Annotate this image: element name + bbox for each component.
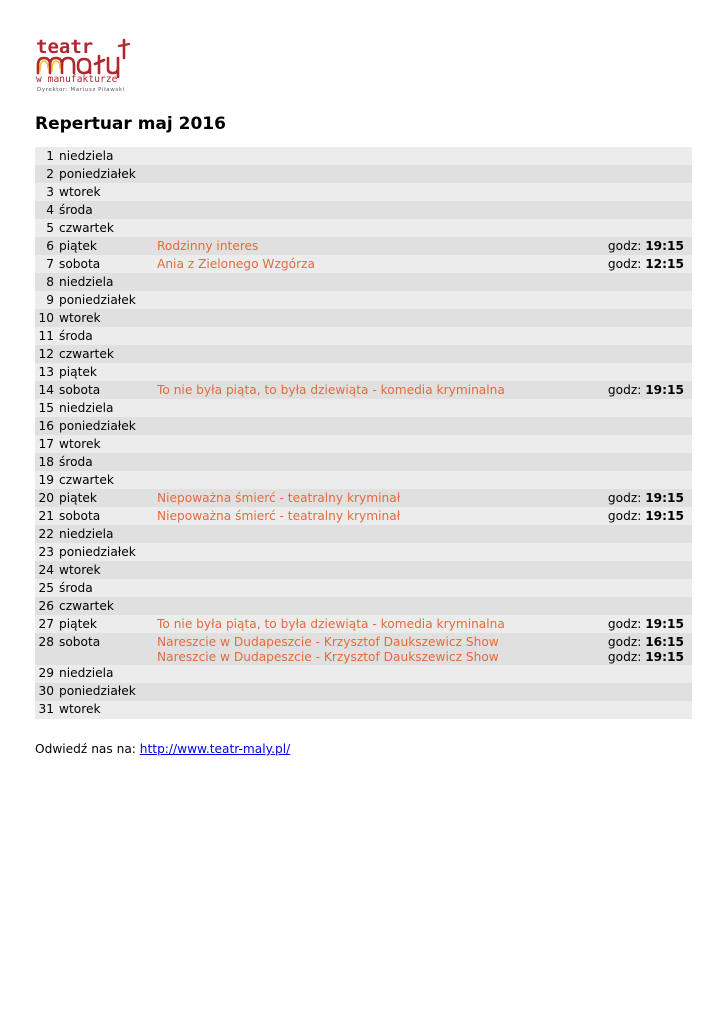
- time-cell: [588, 633, 692, 665]
- event-cell: [157, 381, 588, 399]
- day-number: 11: [35, 327, 54, 345]
- time-cell: [588, 453, 692, 471]
- time-value: 19:15: [645, 382, 684, 397]
- time-value: 12:15: [645, 256, 684, 271]
- day-name: wtorek: [54, 701, 157, 719]
- time-cell: [588, 683, 692, 701]
- day-number: 9: [35, 291, 54, 309]
- day-number: 14: [35, 381, 54, 399]
- event-cell: [157, 525, 588, 543]
- time-cell: [588, 381, 692, 399]
- event-cell: [157, 273, 588, 291]
- time-cell: [588, 219, 692, 237]
- event-cell: [157, 597, 588, 615]
- schedule-row: [35, 525, 692, 543]
- event-title-link[interactable]: Nareszcie w Dudapeszcie - Krzysztof Daukszewicz Show: [157, 649, 499, 664]
- time-value: 16:15: [645, 634, 684, 649]
- day-name: wtorek: [54, 435, 157, 453]
- event-cell: [157, 471, 588, 489]
- time-cell: [588, 363, 692, 381]
- day-number: 24: [35, 561, 54, 579]
- schedule-row: [35, 327, 692, 345]
- time-cell: [588, 183, 692, 201]
- event-cell: [157, 633, 588, 665]
- logo-director: Dyrektor: Mariusz Piławski: [37, 87, 125, 93]
- event-cell: [157, 435, 588, 453]
- day-name: środa: [54, 327, 157, 345]
- event-cell: [157, 345, 588, 363]
- schedule-table: [35, 147, 692, 719]
- schedule-row: [35, 399, 692, 417]
- time-cell: [588, 309, 692, 327]
- event-cell: [157, 561, 588, 579]
- time-cell: [588, 561, 692, 579]
- time-cell: [588, 165, 692, 183]
- time-label: godz:: [607, 649, 642, 664]
- time-cell: [588, 489, 692, 507]
- time-cell: [588, 327, 692, 345]
- day-number: 29: [35, 665, 54, 683]
- event-time: [588, 650, 684, 665]
- time-label: godz:: [607, 256, 642, 271]
- day-name: sobota: [54, 381, 157, 399]
- footer: [35, 741, 290, 757]
- time-label: godz:: [607, 616, 642, 631]
- time-cell: [588, 471, 692, 489]
- day-number: 12: [35, 345, 54, 363]
- day-name: niedziela: [54, 273, 157, 291]
- event-cell: [157, 309, 588, 327]
- time-cell: [588, 701, 692, 719]
- schedule-row: [35, 273, 692, 291]
- schedule-row: [35, 381, 692, 399]
- time-value: 19:15: [645, 238, 684, 253]
- day-number: 16: [35, 417, 54, 435]
- day-name: czwartek: [54, 471, 157, 489]
- schedule-row: [35, 435, 692, 453]
- day-number: 26: [35, 597, 54, 615]
- day-number: 10: [35, 309, 54, 327]
- time-cell: [588, 201, 692, 219]
- logo-subtitle: w manufakturze: [36, 74, 118, 85]
- day-name: poniedziałek: [54, 683, 157, 701]
- time-cell: [588, 273, 692, 291]
- event-cell: [157, 701, 588, 719]
- day-name: niedziela: [54, 525, 157, 543]
- day-number: 22: [35, 525, 54, 543]
- day-number: 15: [35, 399, 54, 417]
- schedule-row: [35, 561, 692, 579]
- logo-teatr-text: teatr: [36, 36, 94, 58]
- event-time: [588, 491, 684, 506]
- website-link[interactable]: http://www.teatr-maly.pl/: [139, 742, 291, 756]
- day-number: 6: [35, 237, 54, 255]
- event-cell: [157, 363, 588, 381]
- event-time: [588, 509, 684, 524]
- time-cell: [588, 399, 692, 417]
- day-number: 2: [35, 165, 54, 183]
- day-name: czwartek: [54, 219, 157, 237]
- day-name: czwartek: [54, 345, 157, 363]
- schedule-row: [35, 543, 692, 561]
- schedule-row: [35, 615, 692, 633]
- time-label: godz:: [607, 490, 642, 505]
- day-name: wtorek: [54, 561, 157, 579]
- event-cell: [157, 399, 588, 417]
- day-name: środa: [54, 201, 157, 219]
- day-number: 5: [35, 219, 54, 237]
- day-name: wtorek: [54, 183, 157, 201]
- time-cell: [588, 435, 692, 453]
- day-name: wtorek: [54, 309, 157, 327]
- time-cell: [588, 291, 692, 309]
- event-title-link[interactable]: Nareszcie w Dudapeszcie - Krzysztof Daukszewicz Show: [157, 634, 499, 649]
- event-cell: [157, 327, 588, 345]
- schedule-row: [35, 201, 692, 219]
- footer-text: Odwiedź nas na:: [35, 742, 140, 756]
- event-time: [588, 239, 684, 254]
- event-time: [588, 617, 684, 632]
- event-time: [588, 635, 684, 650]
- time-cell: [588, 597, 692, 615]
- event-cell: [157, 615, 588, 633]
- event-cell: [157, 683, 588, 701]
- event-cell: [157, 183, 588, 201]
- time-value: 19:15: [645, 616, 684, 631]
- schedule-row: [35, 291, 692, 309]
- time-label: godz:: [607, 508, 642, 523]
- day-name: piątek: [54, 237, 157, 255]
- time-cell: [588, 507, 692, 525]
- day-name: sobota: [54, 255, 157, 273]
- event-cell: [157, 291, 588, 309]
- day-number: 7: [35, 255, 54, 273]
- day-number: 19: [35, 471, 54, 489]
- event-time: [588, 257, 684, 272]
- day-number: 27: [35, 615, 54, 633]
- day-number: 4: [35, 201, 54, 219]
- day-name: poniedziałek: [54, 165, 157, 183]
- schedule-row: [35, 453, 692, 471]
- day-number: 23: [35, 543, 54, 561]
- schedule-row: [35, 489, 692, 507]
- day-name: piątek: [54, 615, 157, 633]
- schedule-row: [35, 665, 692, 683]
- time-cell: [588, 615, 692, 633]
- day-name: czwartek: [54, 597, 157, 615]
- day-number: 17: [35, 435, 54, 453]
- event-cell: [157, 489, 588, 507]
- schedule-row: [35, 597, 692, 615]
- day-number: 20: [35, 489, 54, 507]
- day-number: 18: [35, 453, 54, 471]
- schedule-row: [35, 507, 692, 525]
- day-number: 21: [35, 507, 54, 525]
- day-name: piątek: [54, 489, 157, 507]
- schedule-row: [35, 237, 692, 255]
- event-cell: [157, 255, 588, 273]
- day-name: niedziela: [54, 399, 157, 417]
- day-name: środa: [54, 453, 157, 471]
- event-cell: [157, 219, 588, 237]
- time-cell: [588, 665, 692, 683]
- schedule-body: [35, 147, 692, 719]
- day-name: niedziela: [54, 147, 157, 165]
- day-number: 8: [35, 273, 54, 291]
- time-value: 19:15: [645, 490, 684, 505]
- schedule-row: [35, 147, 692, 165]
- event-cell: [157, 579, 588, 597]
- event-cell: [157, 543, 588, 561]
- schedule-row: [35, 219, 692, 237]
- day-number: 25: [35, 579, 54, 597]
- day-number: 31: [35, 701, 54, 719]
- schedule-row: [35, 165, 692, 183]
- time-label: godz:: [607, 382, 642, 397]
- time-cell: [588, 255, 692, 273]
- event-title-link[interactable]: To nie była piąta, to była dziewiąta - komedia kryminalna: [157, 382, 505, 397]
- day-name: poniedziałek: [54, 543, 157, 561]
- time-label: godz:: [607, 238, 642, 253]
- schedule-row: [35, 417, 692, 435]
- day-name: poniedziałek: [54, 291, 157, 309]
- day-name: poniedziałek: [54, 417, 157, 435]
- schedule-row: [35, 701, 692, 719]
- day-name: środa: [54, 579, 157, 597]
- schedule-row: [35, 683, 692, 701]
- schedule-row: [35, 471, 692, 489]
- theatre-logo: [35, 38, 155, 98]
- day-name: niedziela: [54, 665, 157, 683]
- time-label: godz:: [607, 634, 642, 649]
- schedule-row: [35, 633, 692, 665]
- event-title-link[interactable]: Ania z Zielonego Wzgórza: [157, 256, 315, 271]
- page-title: Repertuar maj 2016: [35, 114, 226, 134]
- schedule-row: [35, 345, 692, 363]
- event-title-link[interactable]: Niepoważna śmierć - teatralny kryminał: [157, 490, 401, 505]
- schedule-row: [35, 309, 692, 327]
- day-name: piątek: [54, 363, 157, 381]
- time-cell: [588, 345, 692, 363]
- time-cell: [588, 147, 692, 165]
- time-cell: [588, 543, 692, 561]
- time-value: 19:15: [645, 508, 684, 523]
- time-cell: [588, 525, 692, 543]
- time-cell: [588, 237, 692, 255]
- day-number: 28: [35, 633, 54, 665]
- event-cell: [157, 165, 588, 183]
- event-cell: [157, 453, 588, 471]
- event-title-link[interactable]: To nie była piąta, to była dziewiąta - komedia kryminalna: [157, 616, 505, 631]
- event-time: [588, 383, 684, 398]
- schedule-row: [35, 183, 692, 201]
- schedule-row: [35, 255, 692, 273]
- schedule-row: [35, 579, 692, 597]
- time-cell: [588, 579, 692, 597]
- event-cell: [157, 665, 588, 683]
- day-number: 1: [35, 147, 54, 165]
- day-name: sobota: [54, 633, 157, 665]
- schedule-row: [35, 363, 692, 381]
- time-cell: [588, 417, 692, 435]
- day-number: 3: [35, 183, 54, 201]
- time-value: 19:15: [645, 649, 684, 664]
- day-name: sobota: [54, 507, 157, 525]
- event-cell: [157, 507, 588, 525]
- event-cell: [157, 237, 588, 255]
- event-cell: [157, 417, 588, 435]
- day-number: 13: [35, 363, 54, 381]
- event-cell: [157, 201, 588, 219]
- event-title-link[interactable]: Niepoważna śmierć - teatralny kryminał: [157, 508, 401, 523]
- event-cell: [157, 147, 588, 165]
- day-number: 30: [35, 683, 54, 701]
- event-title-link[interactable]: Rodzinny interes: [157, 238, 259, 253]
